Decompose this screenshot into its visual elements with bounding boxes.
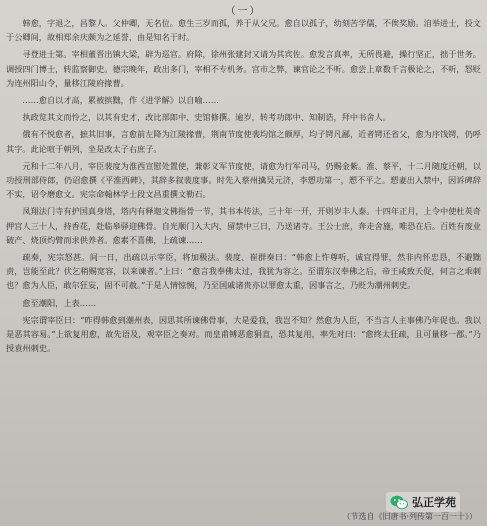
paragraph-9: 愈至潮阳，上表…… [22, 297, 97, 308]
watermark-logo [386, 492, 460, 512]
passage-body [6, 16, 481, 358]
paragraph-8: 疏奏，宪宗怒甚。间一日，出疏以示宰臣，将加极法。裴度、崔群奏曰：“韩愈上忤尊听，诚宜得罪，然非内怀忠恳，不避黜责，岂能至此？伏乞稍赐宽容，以来谏者。”上曰：“愈言我奉佛太过，我犹为容之。至谓东汉奉佛之后，帝王咸致夭促，何言之乖刺也？愈为人臣，敢尔狂妄，固不可赦。”于是人情惊惋，乃至国戚诸贵亦以罪愈太重，因事言之，乃贬为潮州刺史。 [6, 252, 481, 291]
paragraph-5: 俄有不悦愈者，摭其旧事，言愈前左降为江陵掾曹，荆南节度使裴均馆之颇厚，均子锷凡鄙，近者锷还省父，愈为序饯锷，仍呼其字。此论喧于朝列，坐是改太子右庶子。 [6, 129, 481, 154]
paragraph-1: 韩愈，字退之，昌黎人。父仲卿，无名位。愈生三岁而孤，养于从父兄。愈自以孤子，幼刻苦学儒，不俟奖励。洎举进士，投文于公卿间，故相郑余庆颇为之延誉，由是知名于时。 [6, 18, 481, 43]
section-heading: （一） [225, 6, 262, 17]
watermark-name: 弘正学苑 [412, 496, 456, 509]
wechat-icon [390, 495, 408, 510]
paragraph-6: 元和十二年八月，宰臣裴度为淮西宣慰处置使，兼彰义军节度使，请愈为行军司马，仍赐金紫。淮、蔡平，十二月随度还朝，以功授刑部侍郎，仍诏愈撰《平淮西碑》，其辞多叙裴度事。时先入蔡州擒吴元济，李愬功第一，愬不平之。愬妻出入禁中，因诉碑辞不实，诏令磨愈文。宪宗命翰林学士段文昌重撰文勒石。 [6, 160, 481, 200]
paragraph-2: 寻登进士第。宰相董晋出镇大梁，辟为巡官。府除，徐州张建封又请为其宾佐。愈发言真率，无所畏避，操行坚正，拙于世务。调授四门博士，转监察御史。德宗晚年，政出多门，宰相不专机务。宫市之弊，谏官论之不听。愈尝上章数千言极论之，不听，怒贬为连州阳山令，量移江陵府掾曹。 [6, 49, 481, 88]
paragraph-3: ……愈自以才高，累被摈黜，作《进学解》以自喻…… [22, 95, 219, 106]
paragraph-10: 宪宗谓宰臣曰：“昨得韩愈到潮州表，因思其所谏佛骨事，大是爱我，我岂不知？然愈为人臣，不当言人主事佛乃年促也。我以是恶其容易。”上欲复用愈，故先语及，观宰臣之奏对。而皇甫镈恶愈狷直，恐其复用，率先对曰：“愈终太狂疏，且可量移一郡。”乃授袁州刺史。 [6, 314, 481, 354]
paragraph-7: 凤翔法门寺有护国真身塔，塔内有释迦文佛指骨一节，其书本传法，三十年一开，开则岁丰人泰。十四年正月，上令中使杜英奇押宫人三十人，持香花，赴临皋驿迎佛骨。自光顺门入大内，留禁中三日，乃送诸寺。王公士庶，奔走舍施，唯恐在后。百姓有废业破产、烧顶灼臂而求供养者。愈素不喜佛，上疏谏…… [6, 206, 481, 245]
source-citation: （节选自《旧唐书·列传第一百一十》） [342, 512, 477, 521]
paragraph-4: 执政览其文而怜之，以其有史才，改比部郎中、史馆修撰。逾岁，转考功郎中、知制诰，拜中书舍人。 [22, 112, 391, 123]
